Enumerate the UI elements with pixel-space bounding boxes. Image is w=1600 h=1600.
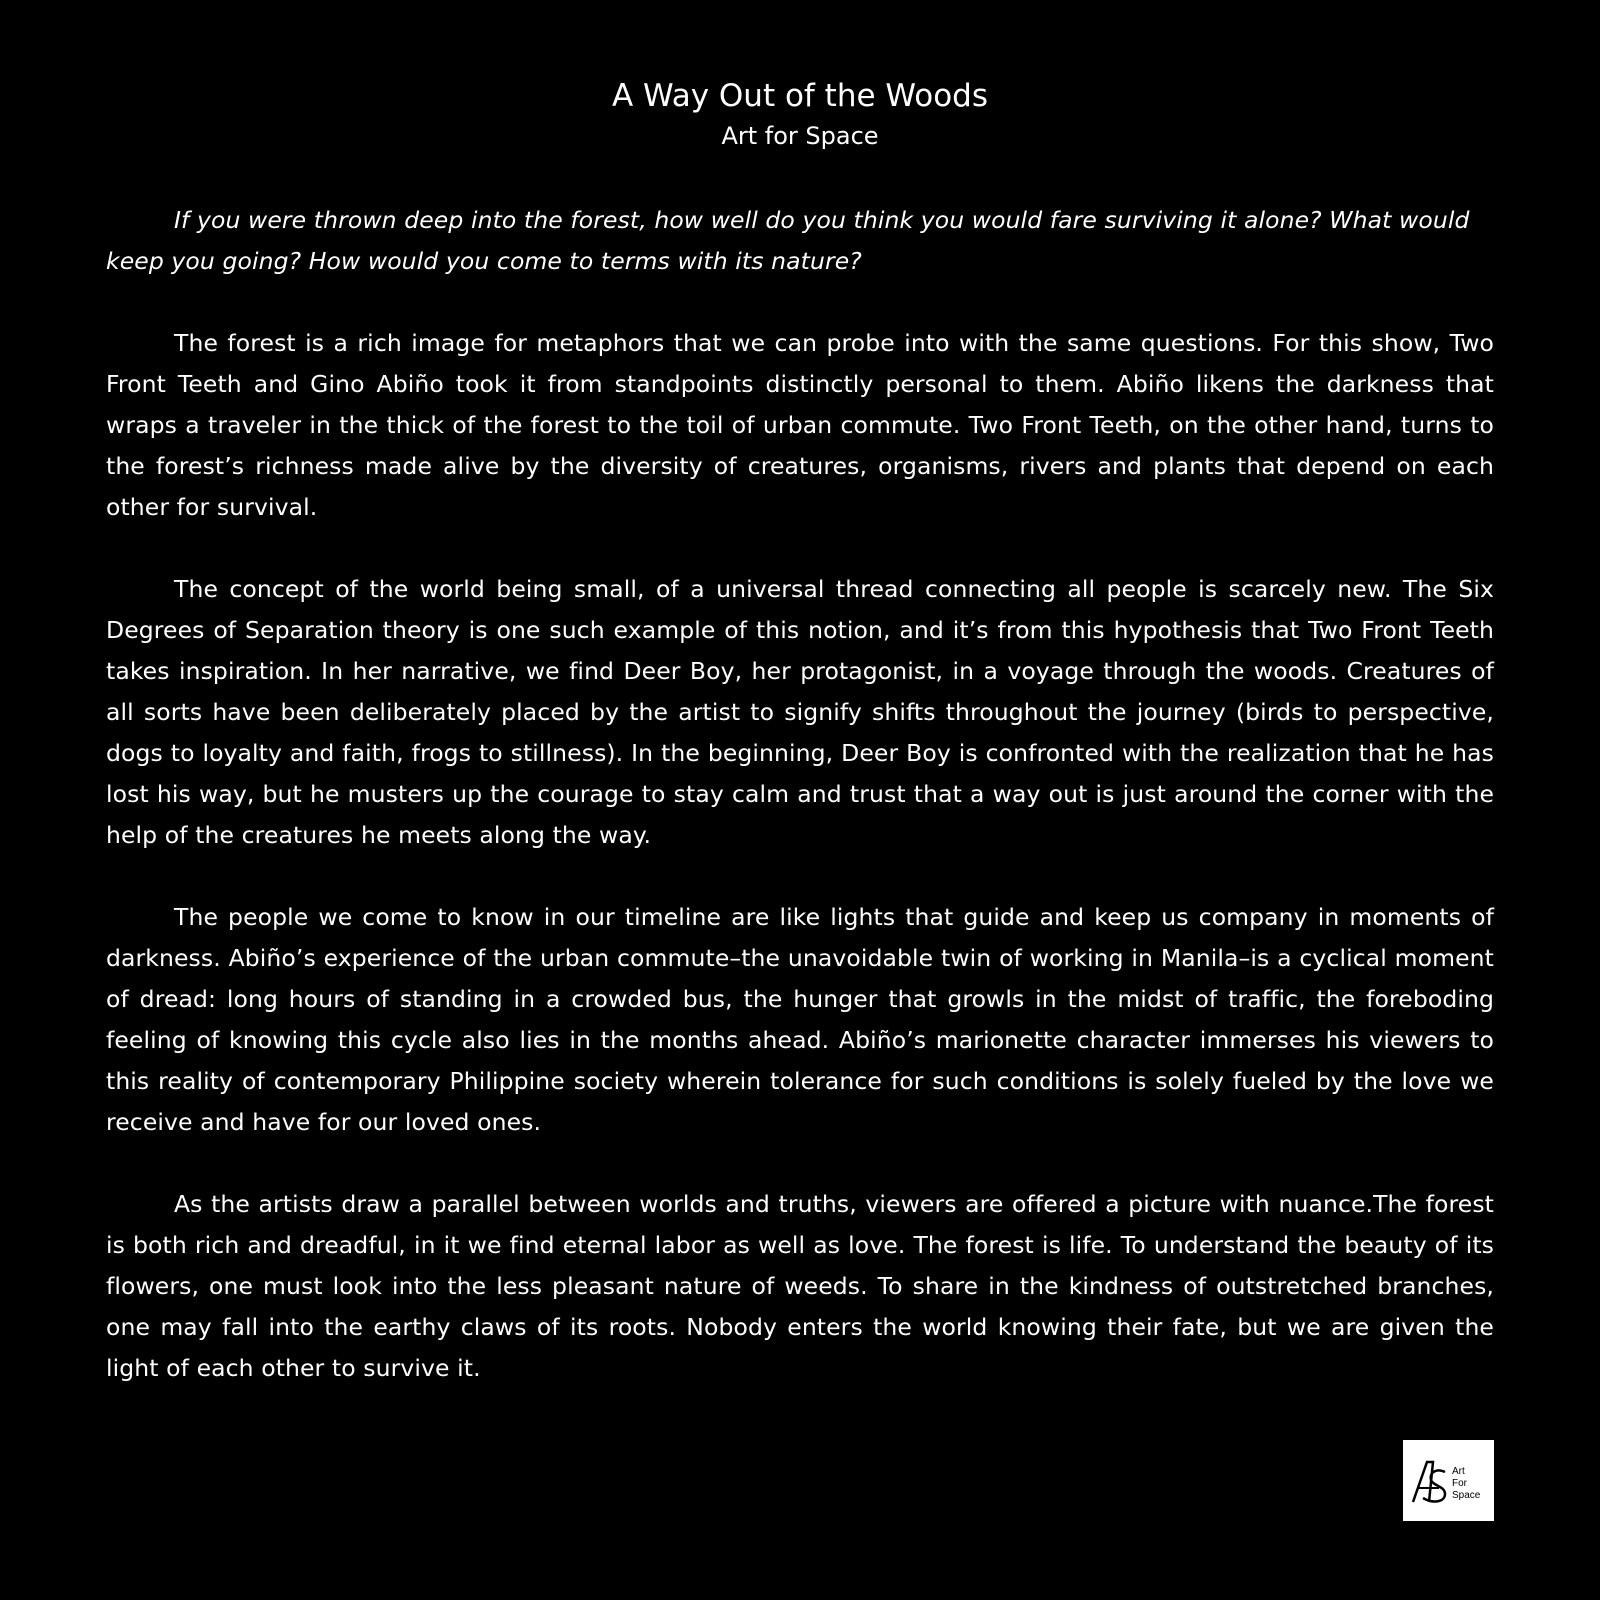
body-paragraph-3: The people we come to know in our timeline are like lights that guide and keep us company in moments of darkness. Abiño’s experience of the urban commute–the unavoidable twin of working in Manila–is a cyclical moment of dread: long hours of standing in a crowded bus, the hunger that growls in the midst of traffic, the foreboding feeling of knowing this cycle also lies in the months ahead. Abiño’s marionette character immerses his viewers to this reality of contemporary Philippine society wherein tolerance for such conditions is solely fueled by the love we receive and have for our loved ones. [106,903,1494,1136]
body-paragraph-1: The forest is a rich image for metaphors that we can probe into with the same questions. For this show, Two Front Teeth and Gino Abiño took it from standpoints distinctly personal to them. Abiño likens the darkness that wraps a traveler in the thick of the forest to the toil of urban commute. Two Front Teeth, on the other hand, turns to the forest’s richness made alive by the diversity of creatures, organisms, rivers and plants that depend on each other for survival. [106,329,1494,521]
intro-paragraph: If you were thrown deep into the forest, how well do you think you would fare surviving it alone? What would keep you going? How would you come to terms with its nature? [106,206,1470,275]
logo-line-space: Space [1452,1490,1481,1501]
logo-line-for: For [1452,1478,1467,1489]
logo-wordmark [1452,1466,1480,1502]
art-for-space-logo [1403,1440,1494,1521]
document-header [0,74,1600,154]
body-paragraph-4: As the artists draw a parallel between worlds and truths, viewers are offered a picture with nuance.The forest is both rich and dreadful, in it we find eternal labor as well as love. The forest is life. To understand the beauty of its flowers, one must look into the less pleasant nature of weeds. To share in the kindness of outstretched branches, one may fall into the earthy claws of its roots. Nobody enters the world knowing their fate, but we are given the light of each other to survive it. [106,1190,1494,1382]
logo-line-art: Art [1452,1466,1465,1477]
document-title: A Way Out of the Woods [611,78,989,114]
document-body [106,200,1494,1430]
document-subtitle: Art for Space [721,122,879,150]
afs-monogram-icon [1409,1450,1453,1512]
body-paragraph-2: The concept of the world being small, of a universal thread connecting all people is scarcely new. The Six Degrees of Separation theory is one such example of this notion, and it’s from this hypothesis that Two Front Teeth takes inspiration. In her narrative, we find Deer Boy, her protagonist, in a voyage through the woods. Creatures of all sorts have been deliberately placed by the artist to signify shifts throughout the journey (birds to perspective, dogs to loyalty and faith, frogs to stillness). In the beginning, Deer Boy is confronted with the realization that he has lost his way, but he musters up the courage to stay calm and trust that a way out is just around the corner with the help of the creatures he meets along the way. [106,575,1494,849]
